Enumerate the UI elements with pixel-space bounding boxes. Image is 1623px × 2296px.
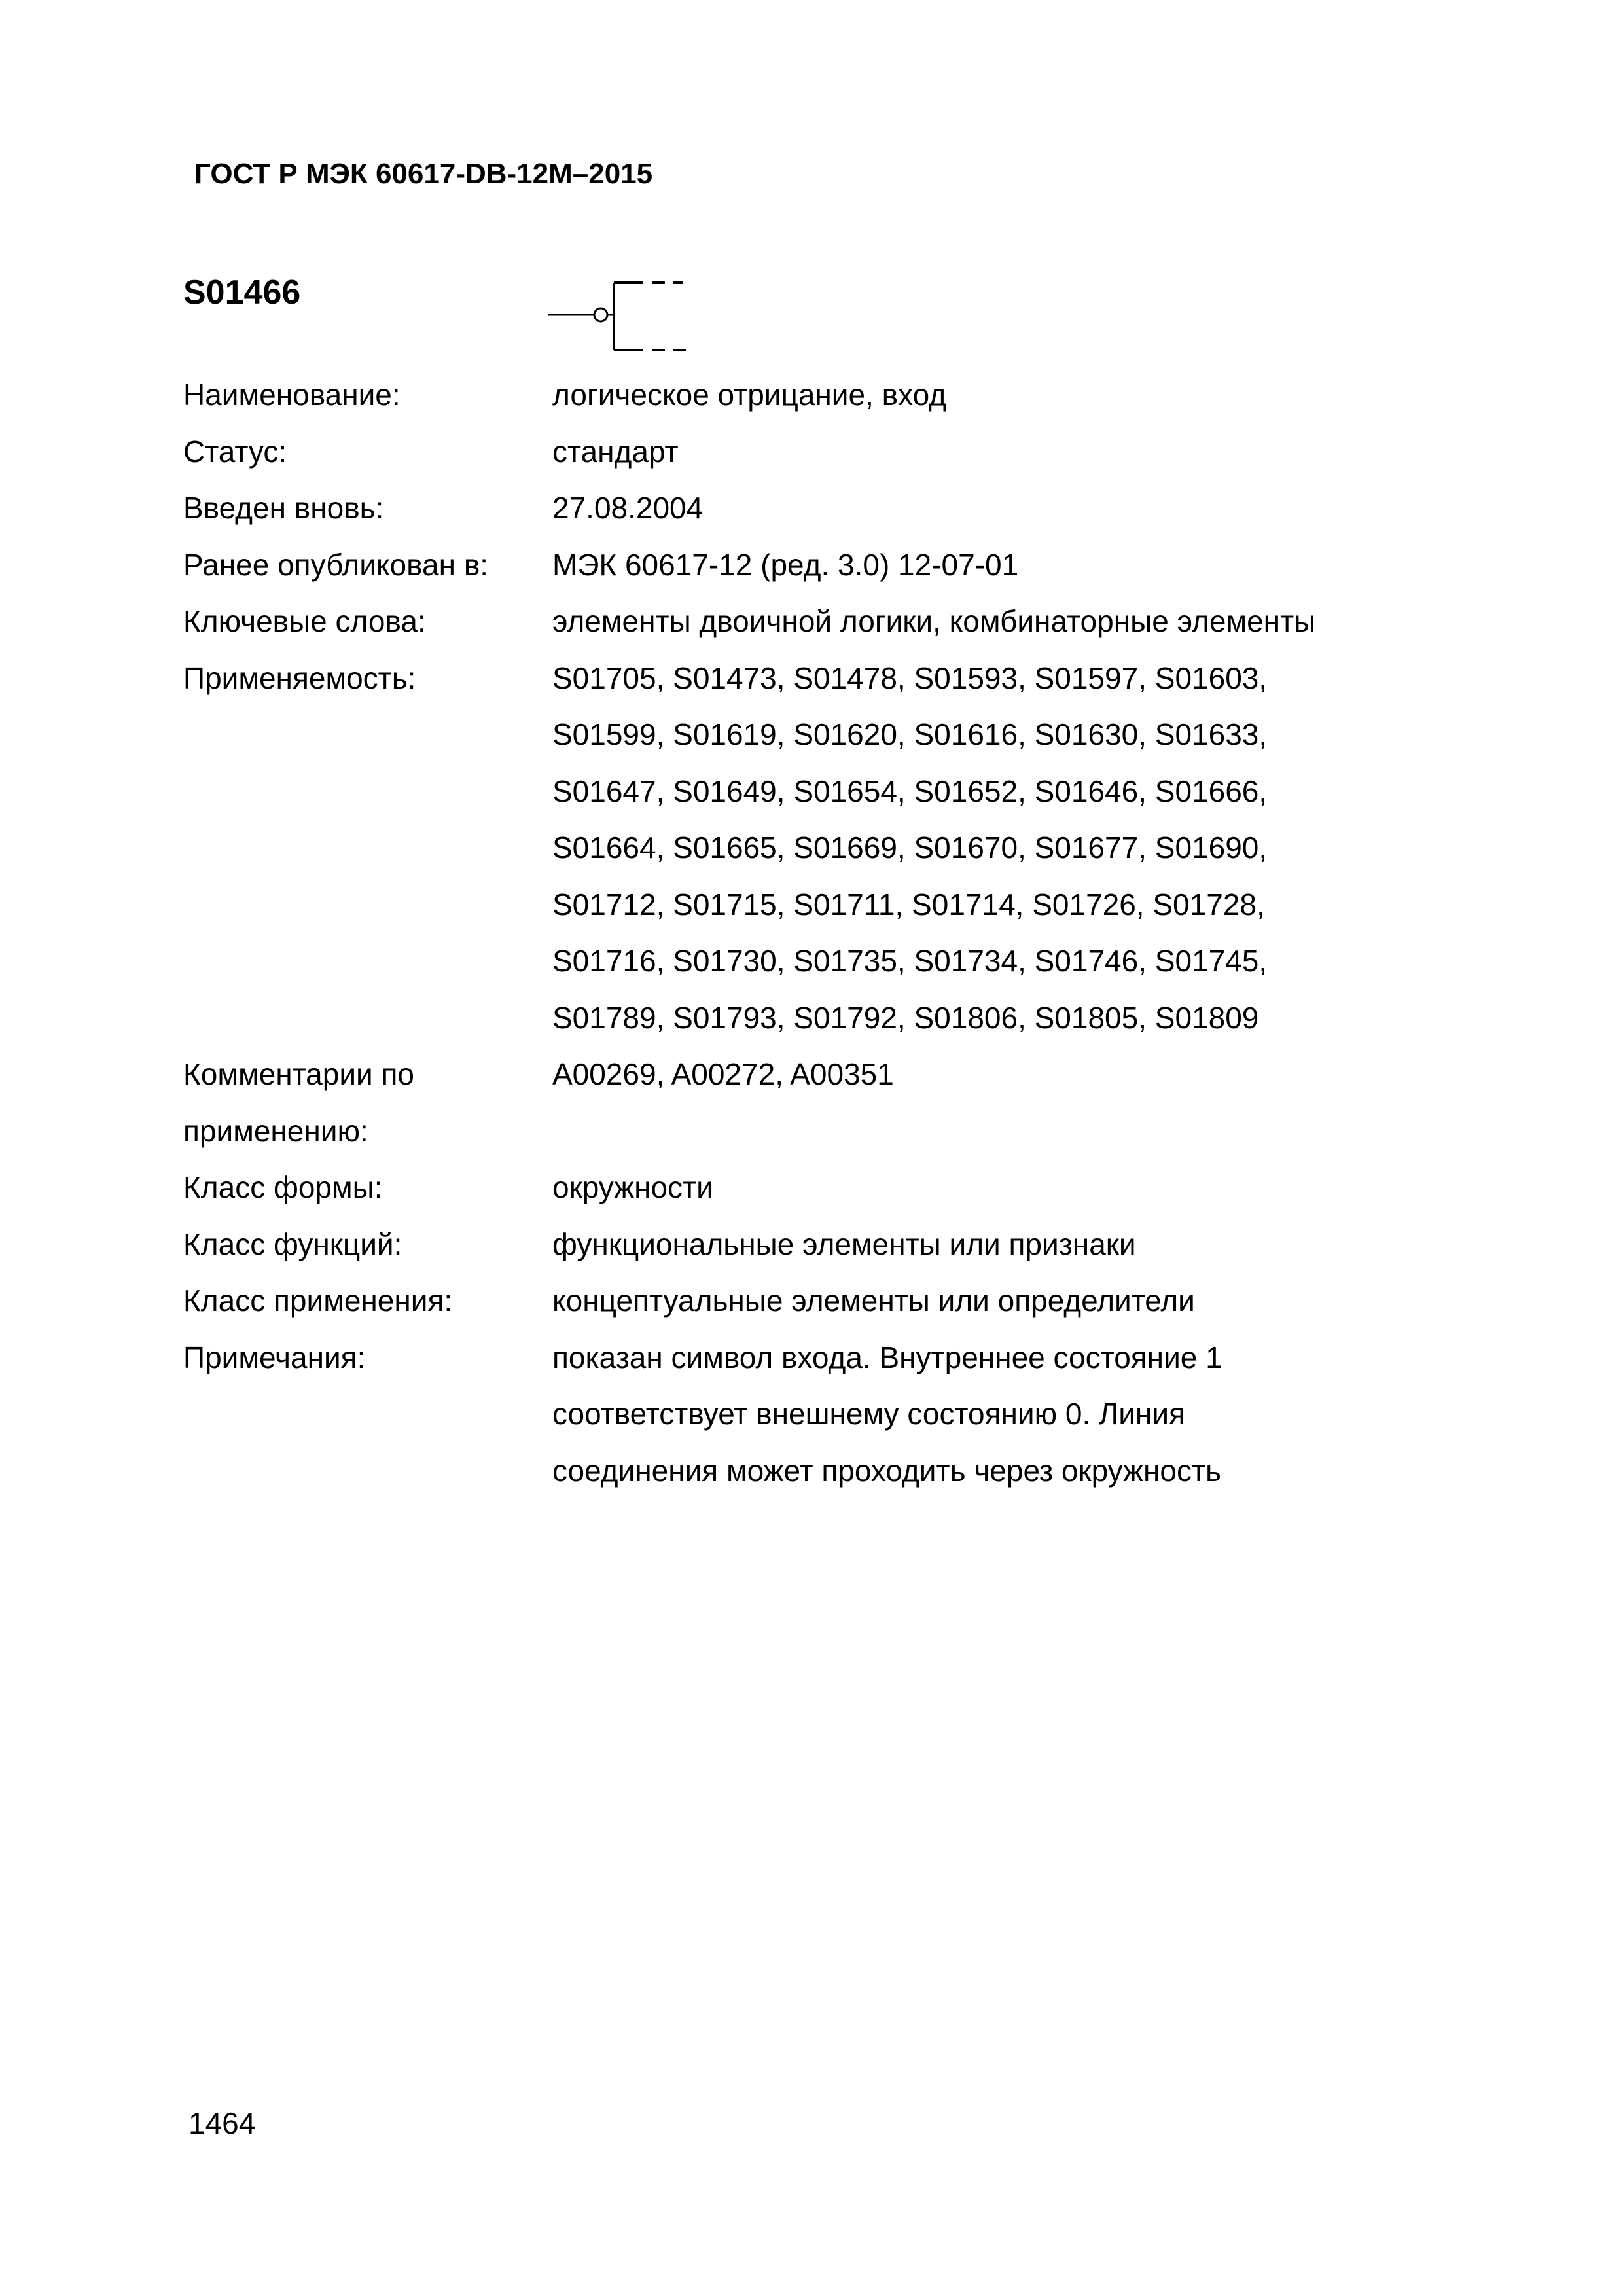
field-value	[552, 1272, 1440, 1329]
field-label: Введен вновь:	[183, 491, 384, 525]
field-value	[552, 1159, 1440, 1216]
field-value-line: S01599, S01619, S01620, S01616, S01630, S01633,	[552, 717, 1268, 751]
field-value-line: соответствует внешнему состоянию 0. Линия	[552, 1397, 1185, 1431]
field-value-line: S01664, S01665, S01669, S01670, S01677, S01690,	[552, 831, 1268, 865]
field-row	[183, 1159, 1440, 1216]
field-value	[552, 537, 1440, 594]
page-header: ГОСТ Р МЭК 60617-DB-12M–2015	[194, 158, 653, 190]
field-row	[183, 593, 1440, 650]
field-row	[183, 1216, 1440, 1273]
field-value	[552, 650, 1440, 1047]
field-value	[552, 1046, 1440, 1103]
field-value	[552, 1216, 1440, 1273]
field-value	[552, 480, 1440, 537]
field-value	[552, 1329, 1440, 1499]
field-label: Комментарии по применению:	[183, 1057, 414, 1148]
field-label: Ранее опубликован в:	[183, 547, 489, 582]
field-label: Класс формы:	[183, 1170, 383, 1204]
field-row	[183, 537, 1440, 594]
field-label: Ключевые слова:	[183, 604, 426, 638]
field-row	[183, 1272, 1440, 1329]
logic-negation-input-symbol-icon	[548, 268, 705, 360]
field-label: Наименование:	[183, 378, 401, 412]
field-value	[552, 367, 1440, 423]
field-value-line: окружности	[552, 1170, 713, 1204]
field-label: Применяемость:	[183, 660, 416, 695]
field-label: Класс применения:	[183, 1283, 453, 1318]
symbol-attributes	[183, 367, 1440, 1499]
field-row	[183, 367, 1440, 423]
field-value-line: логическое отрицание, вход	[552, 378, 946, 412]
field-row	[183, 1046, 1440, 1159]
field-row	[183, 1329, 1440, 1499]
symbol-code: S01466	[183, 274, 301, 312]
field-row	[183, 423, 1440, 480]
field-value-line: элементы двоичной логики, комбинаторные элементы	[552, 604, 1316, 638]
field-value	[552, 423, 1440, 480]
field-value-line: A00269, A00272, A00351	[552, 1057, 894, 1091]
field-value	[552, 593, 1440, 650]
field-value-line: функциональные элементы или признаки	[552, 1227, 1136, 1261]
field-value-line: МЭК 60617-12 (ред. 3.0) 12-07-01	[552, 547, 1019, 582]
field-row	[183, 480, 1440, 537]
field-value-line: 27.08.2004	[552, 491, 704, 525]
field-value-line: показан символ входа. Внутреннее состояние 1	[552, 1340, 1222, 1374]
field-row	[183, 650, 1440, 1047]
field-value-line: соединения может проходить через окружность	[552, 1453, 1221, 1488]
field-label: Статус:	[183, 434, 287, 469]
field-value-line: концептуальные элементы или определители	[552, 1283, 1195, 1318]
field-value-line: S01789, S01793, S01792, S01806, S01805, S01809	[552, 1000, 1259, 1035]
field-label: Класс функций:	[183, 1227, 402, 1261]
field-value-line: S01647, S01649, S01654, S01652, S01646, S01666,	[552, 774, 1268, 808]
field-value-line: S01716, S01730, S01735, S01734, S01746, S01745,	[552, 944, 1268, 978]
field-value-line: S01712, S01715, S01711, S01714, S01726, S01728,	[552, 887, 1265, 922]
field-value-line: стандарт	[552, 434, 679, 469]
field-label: Примечания:	[183, 1340, 366, 1374]
page-number: 1464	[188, 2106, 256, 2140]
field-value-line: S01705, S01473, S01478, S01593, S01597, S01603,	[552, 660, 1268, 695]
